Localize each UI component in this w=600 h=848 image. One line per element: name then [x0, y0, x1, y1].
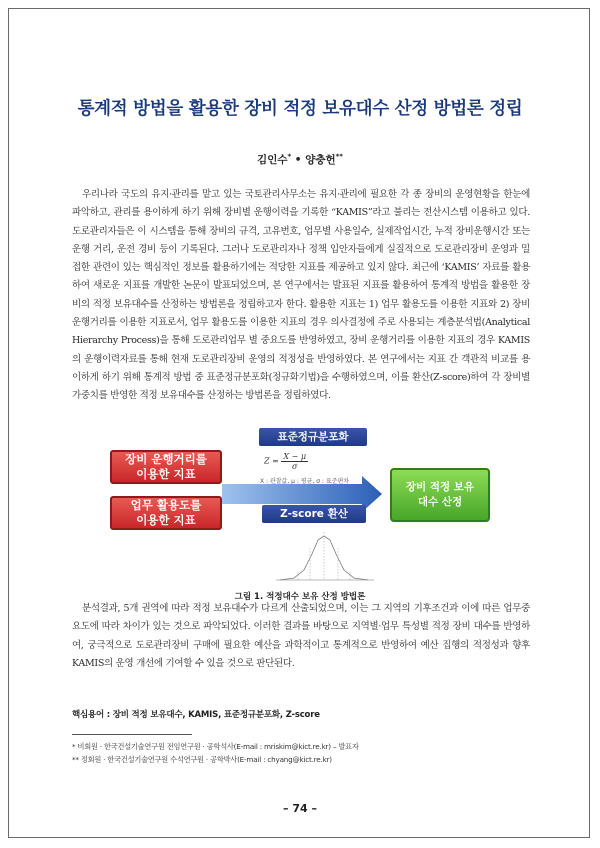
normal-distribution-sketch [276, 532, 374, 580]
zscore-formula: Z = $\frac{X - \mu}{\sigma}$ [264, 452, 307, 471]
footnote-1: * 비회원 · 한국건설기술연구원 전임연구원 · 공학석사(E-mail : mriskim@kict.re.kr) – 발표자 [72, 742, 359, 751]
methodology-figure [104, 428, 496, 588]
distance-indicator-box: 장비 운행거리를 이용한 지표 [110, 450, 222, 484]
author-separator: • [291, 154, 306, 166]
normalization-label: 표준정규분포화 [259, 428, 367, 446]
result-box: 장비 적정 보유 대수 산정 [390, 468, 490, 522]
author-2-mark: ** [335, 152, 343, 161]
abstract-paragraph-1: 우리나라 국도의 유지·관리를 맡고 있는 국토관리사무소는 유지·관리에 필요한 각 종 장비의 운영현황을 한눈에 파악하고, 관리를 용이하게 하기 위해 장비별 운행이력을 기록한 “KAMIS”라고 불리는 전산시스템 이용하고 있다. 도로관리자들은 이 시스템을 통해 장비의 규격, 고유번호, 업무별 사용일수, 실제작업시간, 누적 장비운행시간 또는 운행 거리, 운전 경비 등이 기록된다. 그러나 도로관리자나 정책 입안자들에게 실질적으로 도로관리장비 운영과 밀접한 관련이 있는 핵심적인 정보를 활용하기에는 적당한 지표를 제공하고 있지 않다. 최근에 ‘KAMIS’ 자료를 활용하여 새로운 지표를 개발한 논문이 발표되었으며, 본 연구에서는 발표된 지표를 활용하여 통계적 방법을 활용한 장비의 적정 보유대수를 산정하는 방법론을 정립하고자 한다. 활용한 지표는 1) 업무 활용도를 이용한 지표와 2) 장비 운행거리를 이용한 지표로서, 업무 활용도를 이용한 지표의 경우 의사결정에 주로 사용되는 계층분석법(Analytical Hierarchy Process)을 통해 도로관리업무 별 중요도를 반영하였고, 장비 운행거리를 이용한 지표의 경우 KAMIS의 운행이력자료를 통해 현재 도로관리장비 운영의 적정성을 반영하였다. 본 연구에서는 지표 간 객관적 비교를 용이하게 하기 위해 통계적 방법 중 표준정규분포화(정규화기법)을 수행하였으며, 이를 환산(Z-score)하여 각 장비별 가중치를 반영한 적정 보유대수를 산정하는 방법론을 정립하였다. [72, 189, 530, 402]
utilization-indicator-box: 업무 활용도를 이용한 지표 [110, 496, 222, 530]
author-2: 양충헌 [305, 154, 336, 166]
page-number: – 74 – [283, 802, 317, 815]
author-line [0, 152, 600, 167]
abstract-paragraph-2: 분석결과, 5개 권역에 따라 적정 보유대수가 다르게 산출되었으며, 이는 그 지역의 기후조건과 이에 따른 업무중요도에 따라 차이가 있는 것으로 파악되었다. 이러한 결과를 바탕으로 지역별·업무 특성별 적정 장비 대수를 반영하여, 궁극적으로 도로관리장비 구매에 필요한 예산을 과학적이고 통계적으로 반영하여 예산 집행의 적정성과 향후 KAMIS의 운영 개선에 기여할 수 있을 것으로 판단된다. [72, 603, 530, 669]
keywords: 핵심용어 : 장비 적정 보유대수, KAMIS, 표준정규분포화, Z-score [72, 710, 320, 720]
paper-title: 통계적 방법을 활용한 장비 적정 보유대수 산정 방법론 정립 [77, 99, 523, 119]
zscore-label: Z-score 환산 [262, 505, 366, 523]
footnote-divider [72, 734, 192, 735]
author-1: 김인수 [257, 154, 288, 166]
author-1-mark: * [287, 152, 292, 161]
footnote-2: ** 정회원 · 한국건설기술연구원 수석연구원 · 공학박사(E-mail : chyang@kict.re.kr) [72, 755, 332, 764]
formula-legend: X : 관찰값, μ : 평균, σ : 표준편차 [260, 478, 350, 485]
figure-caption: 그림 1. 적정대수 보유 산정 방법론 [234, 592, 366, 602]
